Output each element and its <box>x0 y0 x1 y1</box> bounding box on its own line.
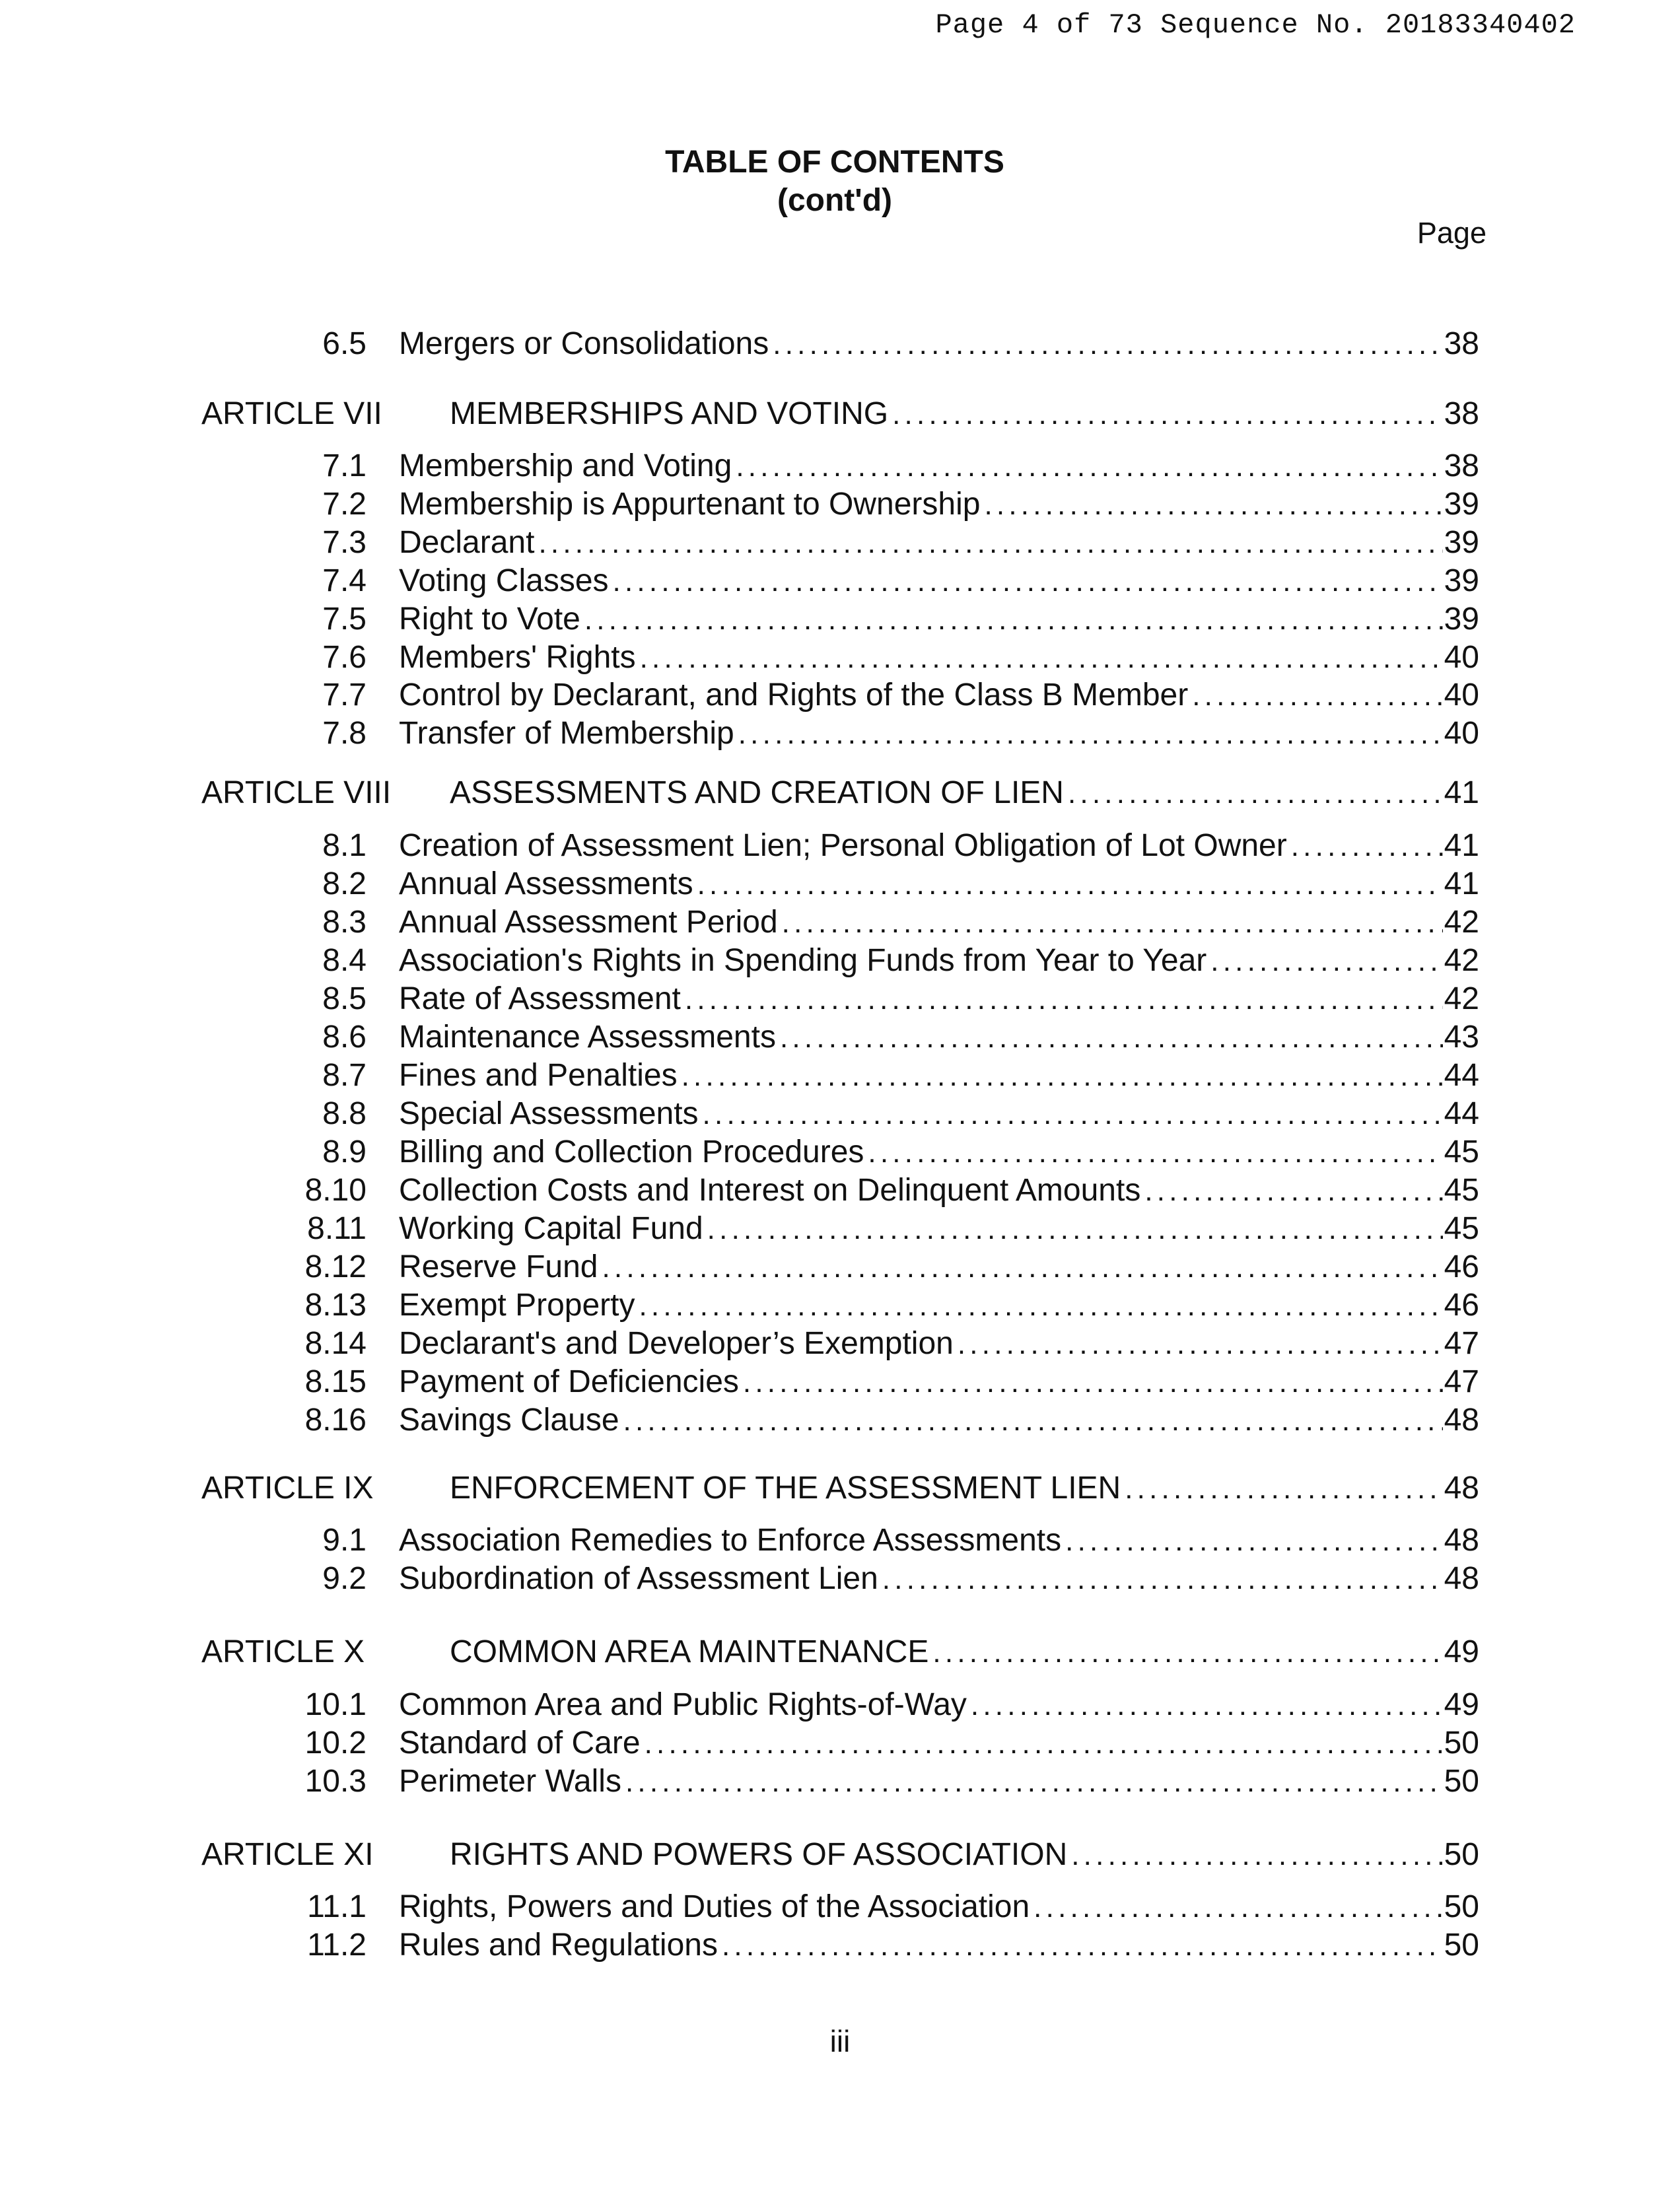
page-number: 40 <box>1444 716 1479 751</box>
section-number: 8.14 <box>304 1326 367 1361</box>
page-number: 50 <box>1444 1889 1479 1924</box>
section-title: Fines and Penalties <box>399 1058 678 1093</box>
section-title: Maintenance Assessments <box>399 1020 776 1055</box>
dot-leader <box>868 1134 1442 1172</box>
footer-page-number: iii <box>829 2024 851 2058</box>
dot-leader <box>584 601 1443 639</box>
dot-leader <box>1065 1522 1442 1560</box>
dot-leader <box>623 1402 1443 1440</box>
article-title: ENFORCEMENT OF THE ASSESSMENT LIEN <box>450 1471 1121 1506</box>
dot-leader <box>707 1210 1443 1249</box>
page-number: 38 <box>1444 396 1479 431</box>
toc-entry <box>399 1133 1479 1172</box>
section-title: Exempt Property <box>399 1288 635 1323</box>
toc-article-row <box>0 774 1680 812</box>
page-number: 41 <box>1444 828 1479 863</box>
dot-leader <box>1192 677 1442 715</box>
dot-leader <box>682 1057 1443 1096</box>
toc-article-row <box>0 1469 1680 1508</box>
dot-leader <box>625 1763 1443 1801</box>
dot-leader <box>640 639 1443 678</box>
page-number: 46 <box>1444 1288 1479 1323</box>
toc-section-row <box>0 1521 1680 1560</box>
dot-leader <box>932 1634 1442 1672</box>
page-number: 48 <box>1444 1561 1479 1596</box>
toc-entry <box>399 1686 1479 1725</box>
section-title: Reserve Fund <box>399 1249 598 1284</box>
dot-leader <box>639 1287 1442 1325</box>
toc-section-row <box>0 865 1680 903</box>
dot-leader <box>984 486 1442 524</box>
section-number: 7.1 <box>322 448 367 483</box>
page-column-label: Page <box>1417 216 1487 250</box>
toc-entry <box>399 562 1479 601</box>
toc-section-row <box>0 1018 1680 1057</box>
dot-leader <box>1125 1470 1442 1508</box>
toc-section-row <box>0 942 1680 980</box>
toc-section-row <box>0 600 1680 639</box>
toc-entry <box>399 639 1479 678</box>
toc-section-row <box>0 325 1680 363</box>
section-title: Association Remedies to Enforce Assessments <box>399 1523 1062 1558</box>
article-number: ARTICLE XI <box>201 1837 374 1872</box>
toc-entry <box>399 1325 1479 1364</box>
toc-article-row <box>0 395 1680 433</box>
toc-entry <box>399 1560 1479 1599</box>
toc-entry <box>399 865 1479 904</box>
section-number: 9.2 <box>322 1561 367 1596</box>
section-number: 8.9 <box>322 1134 367 1169</box>
page-number: 49 <box>1444 1634 1479 1669</box>
section-title: Membership is Appurtenant to Ownership <box>399 487 981 522</box>
toc-entry <box>450 774 1479 813</box>
section-title: Voting Classes <box>399 563 609 598</box>
article-title: MEMBERSHIPS AND VOTING <box>450 396 889 431</box>
page-number: 50 <box>1444 1837 1479 1872</box>
page-number: 39 <box>1444 525 1479 560</box>
toc-entry <box>399 1363 1479 1402</box>
toc-entry <box>450 1469 1479 1508</box>
toc-section-row <box>0 1210 1680 1248</box>
page-number: 40 <box>1444 640 1479 675</box>
section-title: Perimeter Walls <box>399 1764 621 1799</box>
page-number: 41 <box>1444 775 1479 810</box>
dot-leader <box>703 1096 1443 1134</box>
section-number: 10.1 <box>304 1687 367 1722</box>
toc-section-row <box>0 1133 1680 1171</box>
section-number: 8.13 <box>304 1288 367 1323</box>
section-number: 7.7 <box>322 678 367 713</box>
dot-leader <box>613 563 1443 601</box>
toc-article-row <box>0 1836 1680 1874</box>
section-number: 8.3 <box>322 905 367 940</box>
page-number: 42 <box>1444 943 1479 978</box>
toc-section-row <box>0 1401 1680 1440</box>
article-number: ARTICLE VII <box>201 396 382 431</box>
section-title: Common Area and Public Rights-of-Way <box>399 1687 967 1722</box>
page-number: 47 <box>1444 1326 1479 1361</box>
dot-leader <box>971 1687 1443 1725</box>
toc-entry <box>399 1401 1479 1440</box>
dot-leader <box>722 1927 1443 1965</box>
toc-section-row <box>0 1286 1680 1325</box>
toc-entry <box>450 395 1479 434</box>
toc-entry <box>399 903 1479 942</box>
section-number: 7.5 <box>322 602 367 637</box>
article-title: ASSESSMENTS AND CREATION OF LIEN <box>450 775 1064 810</box>
toc-section-row <box>0 1171 1680 1210</box>
toc-section-row <box>0 1686 1680 1724</box>
toc-entry <box>399 1521 1479 1560</box>
section-number: 8.15 <box>304 1364 367 1399</box>
page-number: 42 <box>1444 905 1479 940</box>
dot-leader <box>602 1249 1442 1287</box>
toc-section-row <box>0 1762 1680 1801</box>
section-number: 10.3 <box>304 1764 367 1799</box>
toc-section-row <box>0 485 1680 524</box>
toc-section-row <box>0 1724 1680 1762</box>
toc-section-row <box>0 980 1680 1018</box>
toc-section-row <box>0 1325 1680 1363</box>
toc-entry <box>399 1888 1479 1927</box>
section-title: Rules and Regulations <box>399 1928 718 1963</box>
toc-entry <box>399 325 1479 364</box>
page-number: 48 <box>1444 1403 1479 1438</box>
page-number: 50 <box>1444 1764 1479 1799</box>
toc-section-row <box>0 1926 1680 1965</box>
section-title: Declarant's and Developer’s Exemption <box>399 1326 954 1361</box>
page-number: 45 <box>1444 1211 1479 1246</box>
dot-leader <box>743 1364 1443 1402</box>
toc-entry <box>399 1057 1479 1096</box>
article-title: COMMON AREA MAINTENANCE <box>450 1634 929 1669</box>
dot-leader <box>1033 1889 1442 1927</box>
toc-section-row <box>0 827 1680 865</box>
toc-section-row <box>0 524 1680 562</box>
toc-entry <box>399 1926 1479 1965</box>
section-title: Membership and Voting <box>399 448 732 483</box>
toc-section-row <box>0 562 1680 600</box>
dot-leader <box>738 715 1443 753</box>
toc-entry <box>399 600 1479 639</box>
section-title: Association's Rights in Spending Funds from Year to Year <box>399 943 1207 978</box>
section-number: 8.10 <box>304 1173 367 1208</box>
page-number: 49 <box>1444 1687 1479 1722</box>
section-title: Special Assessments <box>399 1096 699 1131</box>
dot-leader <box>736 448 1442 486</box>
page-title: TABLE OF CONTENTS <box>665 145 1004 180</box>
toc-section-row <box>0 1560 1680 1598</box>
toc-entry <box>450 1836 1479 1875</box>
page-number: 43 <box>1444 1020 1479 1055</box>
section-title: Working Capital Fund <box>399 1211 703 1246</box>
toc-entry <box>399 827 1479 866</box>
toc-entry <box>399 1018 1479 1057</box>
article-number: ARTICLE X <box>201 1634 365 1669</box>
section-number: 7.4 <box>322 563 367 598</box>
page-number: 50 <box>1444 1725 1479 1760</box>
page-subtitle: (cont'd) <box>777 183 893 218</box>
toc-section-row <box>0 1248 1680 1286</box>
dot-leader <box>892 396 1443 434</box>
section-number: 8.7 <box>322 1058 367 1093</box>
dot-leader <box>685 981 1443 1019</box>
dot-leader <box>958 1325 1443 1364</box>
section-title: Savings Clause <box>399 1403 619 1438</box>
page-number: 44 <box>1444 1096 1479 1131</box>
section-title: Control by Declarant, and Rights of the Class B Member <box>399 678 1189 713</box>
section-title: Members' Rights <box>399 640 636 675</box>
page-number: 39 <box>1444 563 1479 598</box>
dot-leader <box>780 1019 1443 1057</box>
section-number: 8.12 <box>304 1249 367 1284</box>
page-number: 41 <box>1444 866 1479 901</box>
dot-leader <box>773 326 1442 364</box>
dot-leader <box>882 1560 1443 1599</box>
page-number: 42 <box>1444 981 1479 1016</box>
page-sequence-stamp: Page 4 of 73 Sequence No. 20183340402 <box>935 9 1576 41</box>
section-title: Rights, Powers and Duties of the Association <box>399 1889 1030 1924</box>
dot-leader <box>782 904 1443 942</box>
page-number: 38 <box>1444 448 1479 483</box>
page-number: 50 <box>1444 1928 1479 1963</box>
toc-entry <box>399 1762 1479 1801</box>
section-number: 7.6 <box>322 640 367 675</box>
section-number: 8.8 <box>322 1096 367 1131</box>
section-title: Declarant <box>399 525 535 560</box>
section-title: Payment of Deficiencies <box>399 1364 739 1399</box>
toc-entry <box>399 676 1479 715</box>
toc-entry <box>399 980 1479 1019</box>
toc-section-row <box>0 1057 1680 1095</box>
page-number: 47 <box>1444 1364 1479 1399</box>
dot-leader <box>1291 827 1443 866</box>
section-title: Collection Costs and Interest on Delinquent Amounts <box>399 1173 1141 1208</box>
page-number: 45 <box>1444 1134 1479 1169</box>
toc-entry <box>399 1095 1479 1134</box>
toc-section-row <box>0 639 1680 677</box>
section-number: 8.2 <box>322 866 367 901</box>
section-title: Billing and Collection Procedures <box>399 1134 864 1169</box>
section-number: 11.1 <box>307 1889 367 1924</box>
section-number: 8.16 <box>304 1403 367 1438</box>
dot-leader <box>1068 775 1443 813</box>
page-number: 44 <box>1444 1058 1479 1093</box>
page-number: 40 <box>1444 678 1479 713</box>
toc-section-row <box>0 714 1680 753</box>
section-title: Mergers or Consolidations <box>399 326 769 361</box>
dot-leader <box>1144 1172 1442 1210</box>
toc-entry <box>399 1210 1479 1249</box>
toc-entry <box>399 1286 1479 1325</box>
toc-entry <box>399 942 1479 981</box>
dot-leader <box>645 1725 1443 1763</box>
section-title: Rate of Assessment <box>399 981 681 1016</box>
section-number: 8.11 <box>307 1211 367 1246</box>
section-title: Annual Assessment Period <box>399 905 778 940</box>
toc-entry <box>399 1248 1479 1287</box>
section-number: 8.6 <box>322 1020 367 1055</box>
page-number: 39 <box>1444 602 1479 637</box>
section-title: Subordination of Assessment Lien <box>399 1561 878 1596</box>
dot-leader <box>538 524 1442 563</box>
section-number: 8.4 <box>322 943 367 978</box>
section-number: 8.1 <box>322 828 367 863</box>
toc-entry <box>399 524 1479 563</box>
page-number: 39 <box>1444 487 1479 522</box>
section-title: Standard of Care <box>399 1725 641 1760</box>
section-number: 11.2 <box>307 1928 367 1963</box>
section-title: Right to Vote <box>399 602 580 637</box>
section-number: 9.1 <box>322 1523 367 1558</box>
toc-entry <box>399 447 1479 486</box>
toc-section-row <box>0 1363 1680 1401</box>
page-number: 46 <box>1444 1249 1479 1284</box>
toc-section-row <box>0 447 1680 485</box>
page-number: 48 <box>1444 1523 1479 1558</box>
section-number: 8.5 <box>322 981 367 1016</box>
toc-entry <box>399 485 1479 524</box>
toc-entry <box>399 1724 1479 1763</box>
toc-entry <box>399 714 1479 753</box>
section-number: 10.2 <box>304 1725 367 1760</box>
section-number: 6.5 <box>322 326 367 361</box>
section-title: Creation of Assessment Lien; Personal Obligation of Lot Owner <box>399 828 1287 863</box>
section-title: Transfer of Membership <box>399 716 734 751</box>
section-number: 7.8 <box>322 716 367 751</box>
dot-leader <box>1071 1836 1442 1875</box>
toc-section-row <box>0 903 1680 942</box>
page-number: 48 <box>1444 1471 1479 1506</box>
page-number: 38 <box>1444 326 1479 361</box>
article-title: RIGHTS AND POWERS OF ASSOCIATION <box>450 1837 1068 1872</box>
toc-entry <box>399 1171 1479 1210</box>
section-number: 7.2 <box>322 487 367 522</box>
toc-section-row <box>0 1095 1680 1133</box>
article-number: ARTICLE IX <box>201 1471 374 1506</box>
toc-article-row <box>0 1633 1680 1671</box>
toc-entry <box>450 1633 1479 1672</box>
dot-leader <box>697 866 1443 904</box>
page-number: 45 <box>1444 1173 1479 1208</box>
section-title: Annual Assessments <box>399 866 693 901</box>
toc-section-row <box>0 676 1680 714</box>
section-number: 7.3 <box>322 525 367 560</box>
dot-leader <box>1210 942 1442 981</box>
article-number: ARTICLE VIII <box>201 775 392 810</box>
toc-section-row <box>0 1888 1680 1926</box>
